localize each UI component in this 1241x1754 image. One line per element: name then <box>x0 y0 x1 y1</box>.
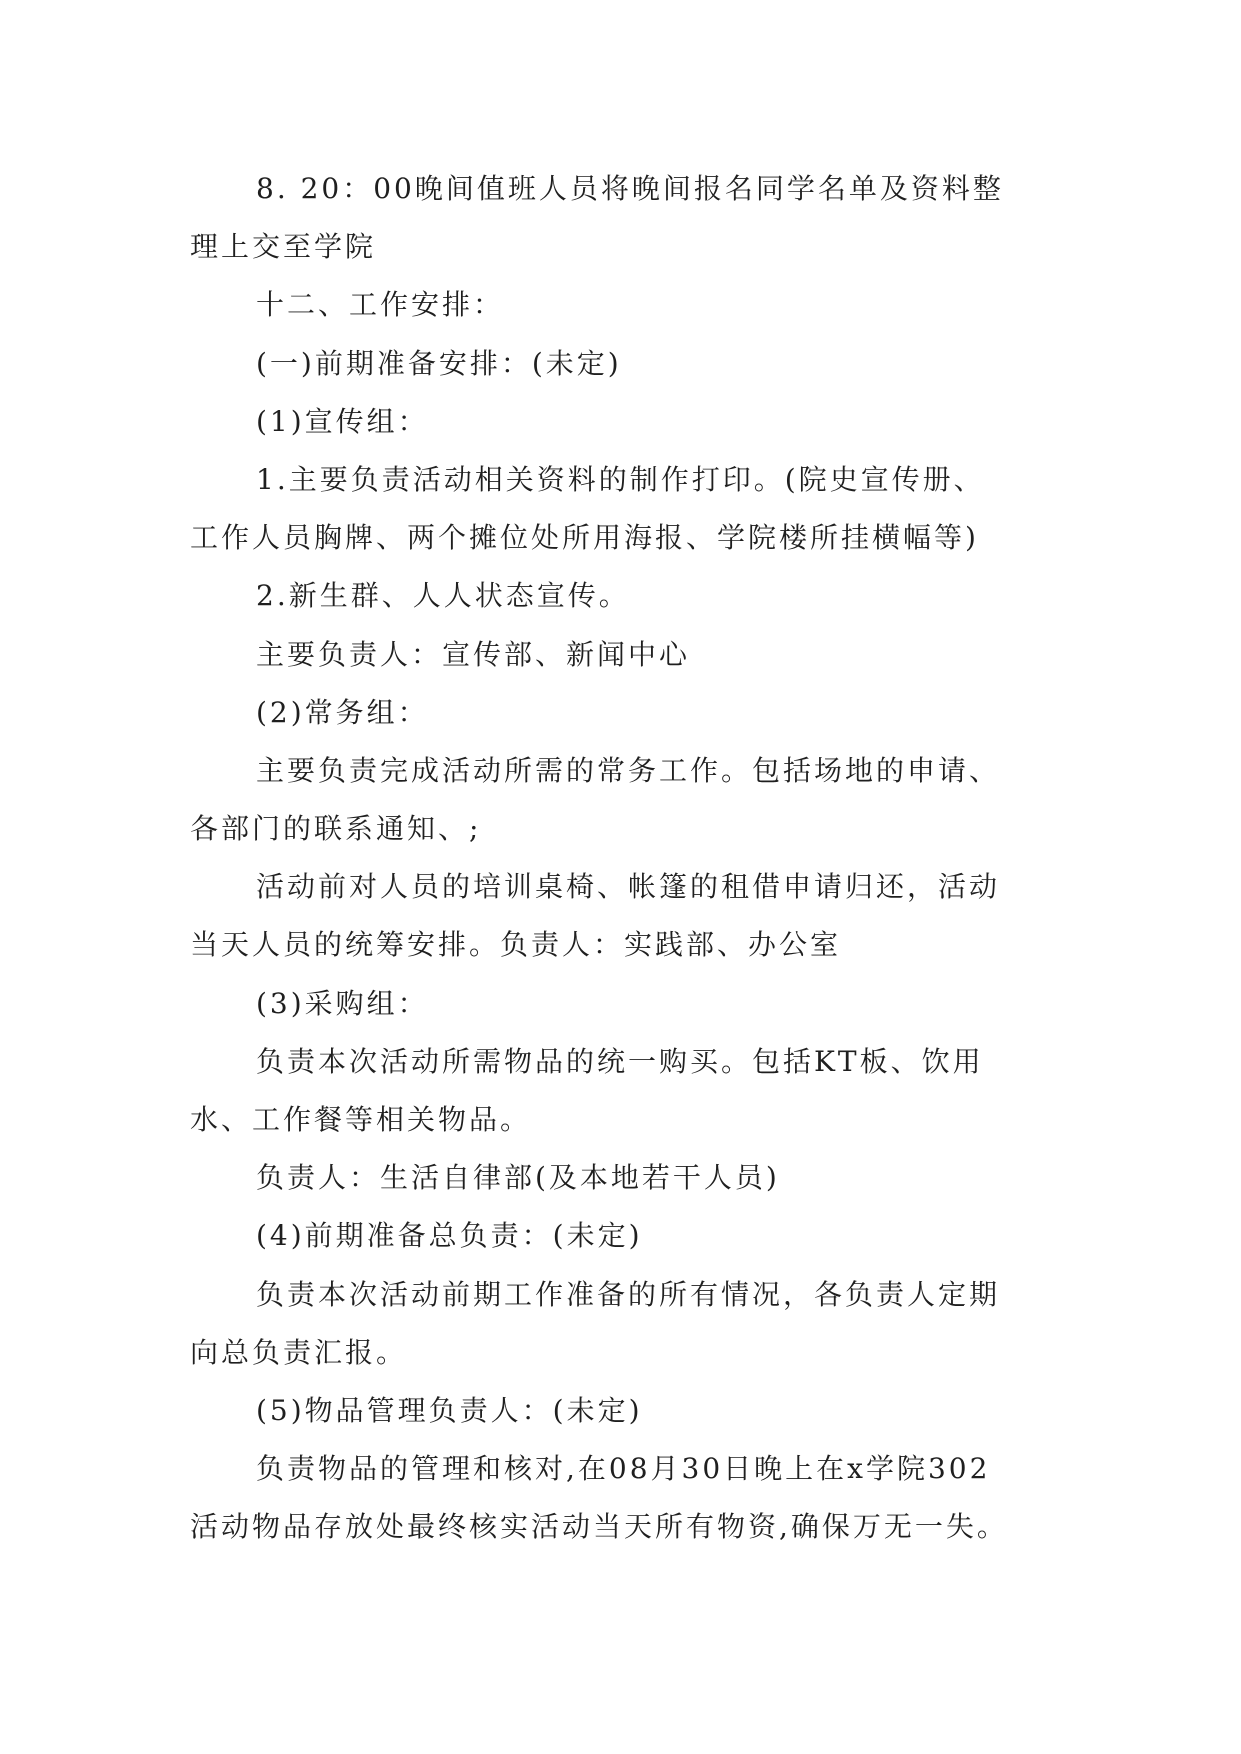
subsection-heading: (一)前期准备安排：(未定) <box>256 346 622 380</box>
paragraph-line: 主要负责人：宣传部、新闻中心 <box>256 637 691 671</box>
paragraph-line: 负责人：生活自律部(及本地若干人员) <box>256 1161 780 1195</box>
paragraph-line: 活动物品存放处最终核实活动当天所有物资,确保万无一失。 <box>190 1510 1008 1544</box>
paragraph-line: 各部门的联系通知、; <box>190 812 482 846</box>
paragraph-line: 工作人员胸牌、两个摊位处所用海报、学院楼所挂横幅等) <box>190 521 979 555</box>
paragraph-line: 主要负责完成活动所需的常务工作。包括场地的申请、 <box>256 753 1001 787</box>
paragraph-line: 活动前对人员的培训桌椅、帐篷的租借申请归还，活动 <box>256 870 1001 904</box>
section-heading: 十二、工作安排： <box>256 288 505 322</box>
paragraph-line: 2.新生群、人人状态宣传。 <box>256 579 630 613</box>
paragraph-line: 8. 20：00晚间值班人员将晚间报名同学名单及资料整 <box>256 172 1004 205</box>
paragraph-line: 向总负责汇报。 <box>190 1335 408 1369</box>
paragraph-line: 负责本次活动前期工作准备的所有情况，各负责人定期 <box>256 1277 1001 1311</box>
document-body <box>190 160 1070 1557</box>
group-heading: (3)采购组： <box>256 986 429 1020</box>
paragraph-line: 负责本次活动所需物品的统一购买。包括KT板、饮用 <box>256 1044 984 1078</box>
group-heading: (5)物品管理负责人：(未定) <box>256 1393 643 1427</box>
group-heading: (2)常务组： <box>256 695 429 729</box>
paragraph-line: 理上交至学院 <box>190 230 377 264</box>
paragraph-line: 1.主要负责活动相关资料的制作打印。(院史宣传册、 <box>256 462 985 496</box>
paragraph-line: 当天人员的统筹安排。负责人：实践部、办公室 <box>190 928 842 962</box>
paragraph-line: 负责物品的管理和核对,在08月30日晚上在x学院302 <box>256 1452 991 1486</box>
paragraph-line: 水、工作餐等相关物品。 <box>190 1103 532 1136</box>
group-heading: (4)前期准备总负责：(未定) <box>256 1219 643 1253</box>
group-heading: (1)宣传组： <box>256 404 429 438</box>
